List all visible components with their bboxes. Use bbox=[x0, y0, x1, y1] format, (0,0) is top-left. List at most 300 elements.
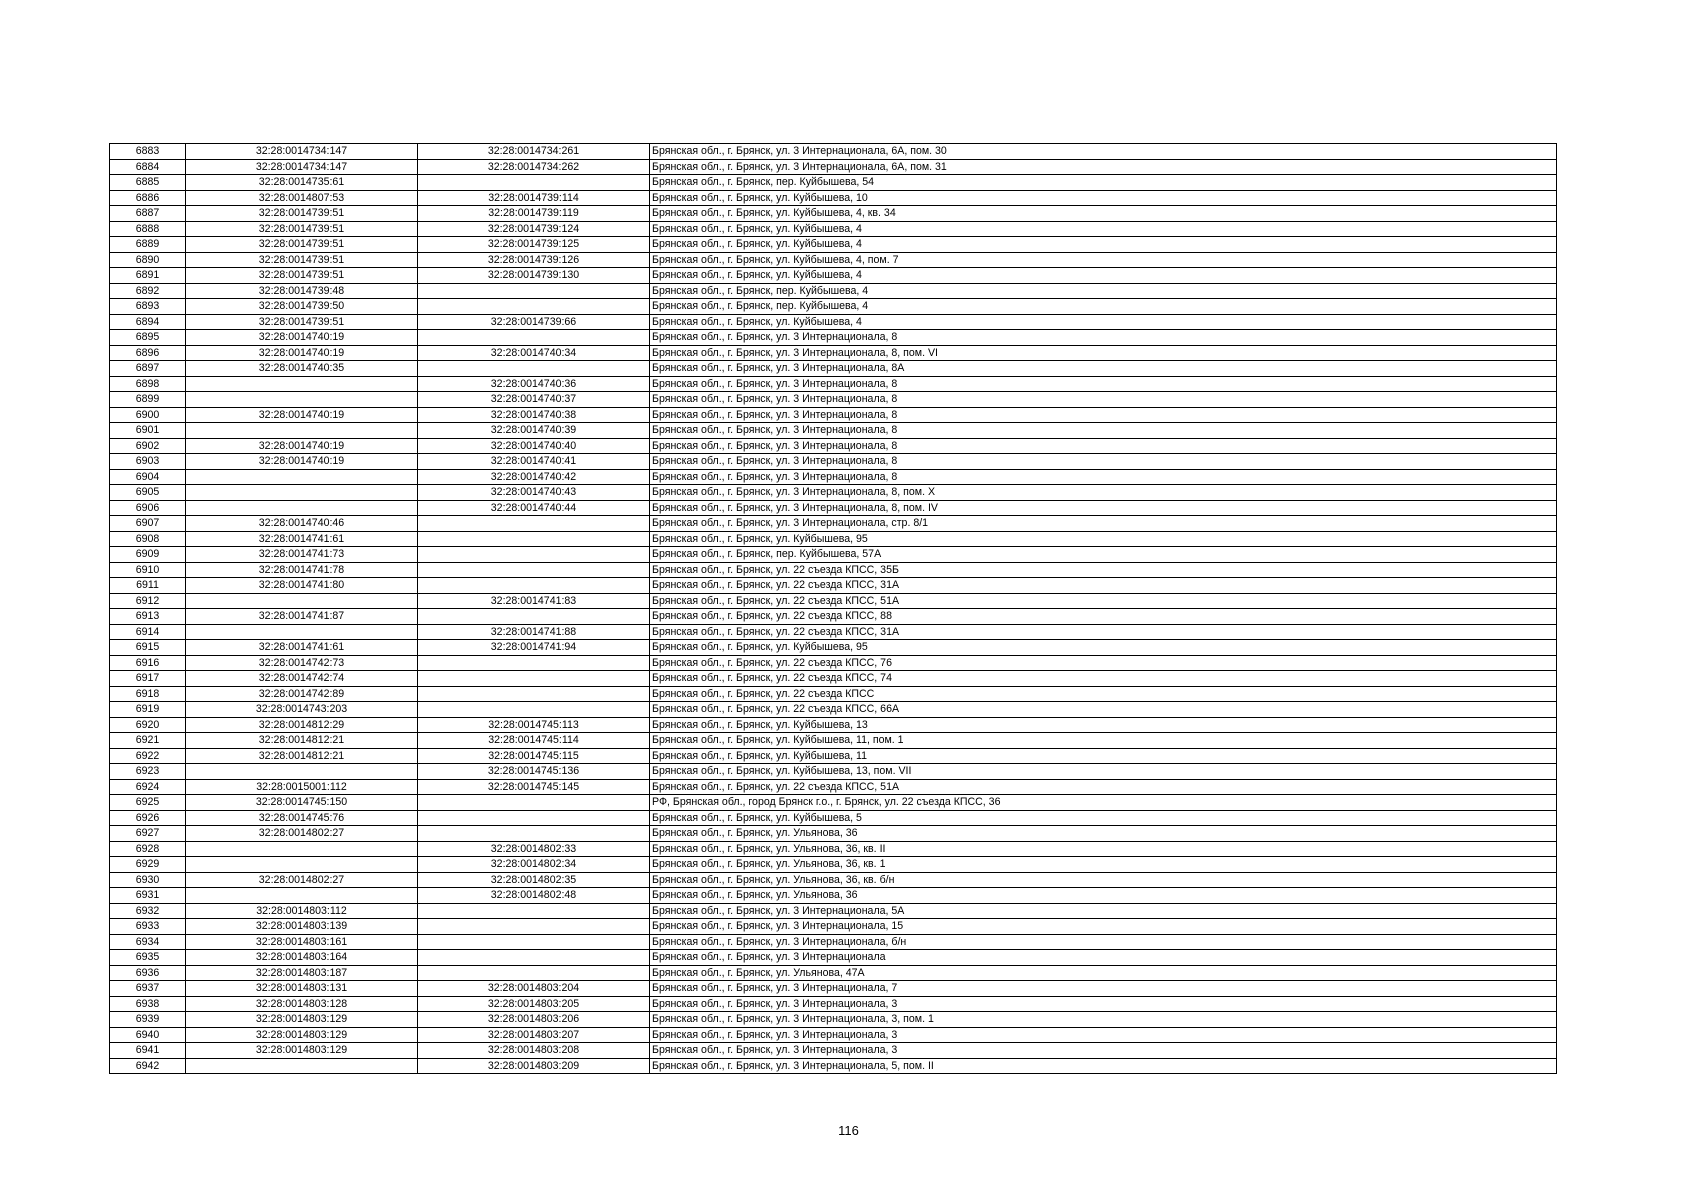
table-row bbox=[110, 547, 1557, 563]
row-number-cell: 6905 bbox=[110, 485, 186, 501]
table-row bbox=[110, 996, 1557, 1012]
address-cell: Брянская обл., г. Брянск, ул. 3 Интернационала, 3 bbox=[650, 996, 1557, 1012]
object-cadastral-number-cell: 32:28:0014803:207 bbox=[418, 1027, 650, 1043]
address-cell: Брянская обл., г. Брянск, ул. 3 Интернационала, б/н bbox=[650, 934, 1557, 950]
table-row bbox=[110, 779, 1557, 795]
object-cadastral-number-cell bbox=[418, 361, 650, 377]
cadastral-number-cell bbox=[186, 500, 418, 516]
cadastral-number-cell: 32:28:0014803:139 bbox=[186, 919, 418, 935]
table-row bbox=[110, 702, 1557, 718]
address-cell: Брянская обл., г. Брянск, ул. 3 Интернационала, 6А, пом. 31 bbox=[650, 159, 1557, 175]
cadastral-number-cell: 32:28:0014803:161 bbox=[186, 934, 418, 950]
table-row bbox=[110, 640, 1557, 656]
row-number-cell: 6899 bbox=[110, 392, 186, 408]
cadastral-number-cell bbox=[186, 857, 418, 873]
row-number-cell: 6896 bbox=[110, 345, 186, 361]
cadastral-number-cell bbox=[186, 423, 418, 439]
cadastral-number-cell: 32:28:0014741:61 bbox=[186, 640, 418, 656]
object-cadastral-number-cell: 32:28:0014739:130 bbox=[418, 268, 650, 284]
cadastral-number-cell: 32:28:0014741:78 bbox=[186, 562, 418, 578]
row-number-cell: 6915 bbox=[110, 640, 186, 656]
row-number-cell: 6935 bbox=[110, 950, 186, 966]
object-cadastral-number-cell: 32:28:0014802:34 bbox=[418, 857, 650, 873]
object-cadastral-number-cell bbox=[418, 686, 650, 702]
address-cell: Брянская обл., г. Брянск, ул. 22 съезда КПСС bbox=[650, 686, 1557, 702]
table-row bbox=[110, 175, 1557, 191]
object-cadastral-number-cell: 32:28:0014734:261 bbox=[418, 144, 650, 160]
cadastral-number-cell: 32:28:0014803:164 bbox=[186, 950, 418, 966]
object-cadastral-number-cell: 32:28:0014740:41 bbox=[418, 454, 650, 470]
cadastral-number-cell: 32:28:0014803:128 bbox=[186, 996, 418, 1012]
row-number-cell: 6939 bbox=[110, 1012, 186, 1028]
object-cadastral-number-cell bbox=[418, 175, 650, 191]
object-cadastral-number-cell: 32:28:0014739:126 bbox=[418, 252, 650, 268]
cadastral-number-cell: 32:28:0014812:21 bbox=[186, 748, 418, 764]
row-number-cell: 6930 bbox=[110, 872, 186, 888]
cadastral-number-cell: 32:28:0014741:73 bbox=[186, 547, 418, 563]
table-row bbox=[110, 392, 1557, 408]
table-row bbox=[110, 159, 1557, 175]
object-cadastral-number-cell bbox=[418, 702, 650, 718]
row-number-cell: 6889 bbox=[110, 237, 186, 253]
row-number-cell: 6933 bbox=[110, 919, 186, 935]
cadastral-number-cell: 32:28:0014812:29 bbox=[186, 717, 418, 733]
row-number-cell: 6900 bbox=[110, 407, 186, 423]
row-number-cell: 6891 bbox=[110, 268, 186, 284]
cadastral-number-cell bbox=[186, 1058, 418, 1074]
address-cell: Брянская обл., г. Брянск, пер. Куйбышева, 4 bbox=[650, 299, 1557, 315]
object-cadastral-number-cell: 32:28:0014745:136 bbox=[418, 764, 650, 780]
row-number-cell: 6887 bbox=[110, 206, 186, 222]
row-number-cell: 6926 bbox=[110, 810, 186, 826]
address-cell: Брянская обл., г. Брянск, ул. 3 Интернационала, 8, пом. X bbox=[650, 485, 1557, 501]
object-cadastral-number-cell: 32:28:0014739:119 bbox=[418, 206, 650, 222]
row-number-cell: 6941 bbox=[110, 1043, 186, 1059]
cadastral-number-cell bbox=[186, 593, 418, 609]
cadastral-number-cell: 32:28:0014742:74 bbox=[186, 671, 418, 687]
object-cadastral-number-cell bbox=[418, 795, 650, 811]
object-cadastral-number-cell: 32:28:0014734:262 bbox=[418, 159, 650, 175]
row-number-cell: 6931 bbox=[110, 888, 186, 904]
table-row bbox=[110, 268, 1557, 284]
address-cell: Брянская обл., г. Брянск, ул. 3 Интернационала, стр. 8/1 bbox=[650, 516, 1557, 532]
row-number-cell: 6884 bbox=[110, 159, 186, 175]
object-cadastral-number-cell bbox=[418, 562, 650, 578]
row-number-cell: 6907 bbox=[110, 516, 186, 532]
row-number-cell: 6911 bbox=[110, 578, 186, 594]
address-cell: Брянская обл., г. Брянск, ул. 3 Интернационала, 8 bbox=[650, 438, 1557, 454]
object-cadastral-number-cell: 32:28:0014740:42 bbox=[418, 469, 650, 485]
cadastral-number-cell: 32:28:0014739:51 bbox=[186, 314, 418, 330]
address-cell: Брянская обл., г. Брянск, пер. Куйбышева, 54 bbox=[650, 175, 1557, 191]
cadastral-number-cell: 32:28:0014742:89 bbox=[186, 686, 418, 702]
cadastral-number-cell: 32:28:0014803:129 bbox=[186, 1012, 418, 1028]
address-cell: Брянская обл., г. Брянск, ул. 3 Интернационала, 7 bbox=[650, 981, 1557, 997]
cadastral-number-cell bbox=[186, 469, 418, 485]
table-row bbox=[110, 376, 1557, 392]
object-cadastral-number-cell bbox=[418, 547, 650, 563]
object-cadastral-number-cell: 32:28:0014739:124 bbox=[418, 221, 650, 237]
row-number-cell: 6910 bbox=[110, 562, 186, 578]
address-cell: Брянская обл., г. Брянск, ул. Куйбышева, 4 bbox=[650, 314, 1557, 330]
cadastral-number-cell: 32:28:0014734:147 bbox=[186, 159, 418, 175]
table-row bbox=[110, 221, 1557, 237]
table-row bbox=[110, 1043, 1557, 1059]
row-number-cell: 6920 bbox=[110, 717, 186, 733]
cadastral-number-cell: 32:28:0014740:19 bbox=[186, 407, 418, 423]
row-number-cell: 6894 bbox=[110, 314, 186, 330]
cadastral-number-cell: 32:28:0014740:19 bbox=[186, 454, 418, 470]
cadastral-number-cell: 32:28:0014739:51 bbox=[186, 268, 418, 284]
table-row bbox=[110, 671, 1557, 687]
address-cell: Брянская обл., г. Брянск, ул. Ульянова, 36, кв. II bbox=[650, 841, 1557, 857]
cadastral-number-cell: 32:28:0014802:27 bbox=[186, 872, 418, 888]
document-sheet bbox=[109, 143, 1557, 1074]
address-cell: Брянская обл., г. Брянск, ул. Куйбышева, 13 bbox=[650, 717, 1557, 733]
object-cadastral-number-cell bbox=[418, 919, 650, 935]
table-row bbox=[110, 795, 1557, 811]
row-number-cell: 6924 bbox=[110, 779, 186, 795]
row-number-cell: 6912 bbox=[110, 593, 186, 609]
table-row bbox=[110, 237, 1557, 253]
object-cadastral-number-cell bbox=[418, 965, 650, 981]
table-row bbox=[110, 655, 1557, 671]
cadastral-number-cell: 32:28:0014740:19 bbox=[186, 330, 418, 346]
object-cadastral-number-cell: 32:28:0014741:88 bbox=[418, 624, 650, 640]
address-cell: Брянская обл., г. Брянск, ул. 3 Интернационала, 8 bbox=[650, 469, 1557, 485]
address-cell: Брянская обл., г. Брянск, пер. Куйбышева, 57А bbox=[650, 547, 1557, 563]
row-number-cell: 6922 bbox=[110, 748, 186, 764]
object-cadastral-number-cell bbox=[418, 516, 650, 532]
cadastral-number-cell: 32:28:0014803:129 bbox=[186, 1027, 418, 1043]
table-row bbox=[110, 485, 1557, 501]
row-number-cell: 6886 bbox=[110, 190, 186, 206]
table-row bbox=[110, 686, 1557, 702]
table-row bbox=[110, 144, 1557, 160]
object-cadastral-number-cell bbox=[418, 671, 650, 687]
address-cell: Брянская обл., г. Брянск, ул. 3 Интернационала, 5, пом. II bbox=[650, 1058, 1557, 1074]
row-number-cell: 6940 bbox=[110, 1027, 186, 1043]
row-number-cell: 6938 bbox=[110, 996, 186, 1012]
cadastral-number-cell: 32:28:0014745:150 bbox=[186, 795, 418, 811]
row-number-cell: 6892 bbox=[110, 283, 186, 299]
cadastral-number-cell: 32:28:0014740:35 bbox=[186, 361, 418, 377]
object-cadastral-number-cell: 32:28:0014740:34 bbox=[418, 345, 650, 361]
table-row bbox=[110, 764, 1557, 780]
object-cadastral-number-cell: 32:28:0014802:48 bbox=[418, 888, 650, 904]
object-cadastral-number-cell: 32:28:0014740:43 bbox=[418, 485, 650, 501]
object-cadastral-number-cell: 32:28:0014745:145 bbox=[418, 779, 650, 795]
row-number-cell: 6885 bbox=[110, 175, 186, 191]
cadastral-number-cell: 32:28:0014739:50 bbox=[186, 299, 418, 315]
table-row bbox=[110, 454, 1557, 470]
object-cadastral-number-cell: 32:28:0014802:33 bbox=[418, 841, 650, 857]
address-cell: Брянская обл., г. Брянск, ул. Ульянова, 47А bbox=[650, 965, 1557, 981]
table-row bbox=[110, 345, 1557, 361]
object-cadastral-number-cell bbox=[418, 655, 650, 671]
object-cadastral-number-cell: 32:28:0014740:37 bbox=[418, 392, 650, 408]
table-row bbox=[110, 717, 1557, 733]
cadastral-number-cell: 32:28:0014812:21 bbox=[186, 733, 418, 749]
address-cell: Брянская обл., г. Брянск, ул. 3 Интернационала, 8 bbox=[650, 376, 1557, 392]
cadastral-number-cell: 32:28:0014803:131 bbox=[186, 981, 418, 997]
row-number-cell: 6902 bbox=[110, 438, 186, 454]
object-cadastral-number-cell bbox=[418, 950, 650, 966]
address-cell: Брянская обл., г. Брянск, ул. 3 Интернационала, 5А bbox=[650, 903, 1557, 919]
object-cadastral-number-cell bbox=[418, 934, 650, 950]
table-row bbox=[110, 888, 1557, 904]
row-number-cell: 6928 bbox=[110, 841, 186, 857]
table-row bbox=[110, 810, 1557, 826]
address-cell: Брянская обл., г. Брянск, ул. 22 съезда КПСС, 88 bbox=[650, 609, 1557, 625]
object-cadastral-number-cell: 32:28:0014803:205 bbox=[418, 996, 650, 1012]
table-row bbox=[110, 1058, 1557, 1074]
row-number-cell: 6918 bbox=[110, 686, 186, 702]
cadastral-number-cell: 32:28:0014741:87 bbox=[186, 609, 418, 625]
table-row bbox=[110, 283, 1557, 299]
address-cell: Брянская обл., г. Брянск, ул. 3 Интернационала, 8 bbox=[650, 407, 1557, 423]
row-number-cell: 6937 bbox=[110, 981, 186, 997]
table-row bbox=[110, 919, 1557, 935]
registry-table-body bbox=[110, 144, 1557, 1074]
table-row bbox=[110, 609, 1557, 625]
row-number-cell: 6898 bbox=[110, 376, 186, 392]
cadastral-number-cell: 32:28:0014734:147 bbox=[186, 144, 418, 160]
object-cadastral-number-cell: 32:28:0014803:206 bbox=[418, 1012, 650, 1028]
page-number: 116 bbox=[838, 1123, 859, 1138]
table-row bbox=[110, 562, 1557, 578]
address-cell: Брянская обл., г. Брянск, ул. 22 съезда КПСС, 31А bbox=[650, 624, 1557, 640]
address-cell: Брянская обл., г. Брянск, ул. 3 Интернационала, 8 bbox=[650, 454, 1557, 470]
address-cell: Брянская обл., г. Брянск, ул. 3 Интернационала, 3, пом. 1 bbox=[650, 1012, 1557, 1028]
table-row bbox=[110, 872, 1557, 888]
address-cell: Брянская обл., г. Брянск, ул. Куйбышева, 4 bbox=[650, 268, 1557, 284]
object-cadastral-number-cell bbox=[418, 903, 650, 919]
cadastral-number-cell: 32:28:0014741:80 bbox=[186, 578, 418, 594]
address-cell: Брянская обл., г. Брянск, ул. 3 Интернационала, 6А, пом. 30 bbox=[650, 144, 1557, 160]
object-cadastral-number-cell: 32:28:0014803:204 bbox=[418, 981, 650, 997]
address-cell: Брянская обл., г. Брянск, ул. Куйбышева, 13, пом. VII bbox=[650, 764, 1557, 780]
cadastral-number-cell: 32:28:0014803:187 bbox=[186, 965, 418, 981]
address-cell: Брянская обл., г. Брянск, ул. 22 съезда КПСС, 66А bbox=[650, 702, 1557, 718]
table-row bbox=[110, 1012, 1557, 1028]
table-row bbox=[110, 469, 1557, 485]
cadastral-number-cell: 32:28:0014739:51 bbox=[186, 221, 418, 237]
object-cadastral-number-cell: 32:28:0014740:39 bbox=[418, 423, 650, 439]
row-number-cell: 6903 bbox=[110, 454, 186, 470]
object-cadastral-number-cell bbox=[418, 531, 650, 547]
address-cell: Брянская обл., г. Брянск, ул. 3 Интернационала bbox=[650, 950, 1557, 966]
row-number-cell: 6901 bbox=[110, 423, 186, 439]
object-cadastral-number-cell bbox=[418, 578, 650, 594]
row-number-cell: 6925 bbox=[110, 795, 186, 811]
cadastral-number-cell: 32:28:0014807:53 bbox=[186, 190, 418, 206]
address-cell: Брянская обл., г. Брянск, ул. 22 съезда КПСС, 35Б bbox=[650, 562, 1557, 578]
row-number-cell: 6908 bbox=[110, 531, 186, 547]
table-row bbox=[110, 531, 1557, 547]
row-number-cell: 6883 bbox=[110, 144, 186, 160]
cadastral-number-cell: 32:28:0014740:19 bbox=[186, 438, 418, 454]
object-cadastral-number-cell: 32:28:0014739:125 bbox=[418, 237, 650, 253]
address-cell: Брянская обл., г. Брянск, ул. Куйбышева, 4, кв. 34 bbox=[650, 206, 1557, 222]
cadastral-number-cell: 32:28:0014803:129 bbox=[186, 1043, 418, 1059]
object-cadastral-number-cell: 32:28:0014740:38 bbox=[418, 407, 650, 423]
row-number-cell: 6904 bbox=[110, 469, 186, 485]
table-row bbox=[110, 438, 1557, 454]
address-cell: Брянская обл., г. Брянск, ул. 3 Интернационала, 8 bbox=[650, 423, 1557, 439]
address-cell: Брянская обл., г. Брянск, ул. Ульянова, 36, кв. б/н bbox=[650, 872, 1557, 888]
cadastral-number-cell: 32:28:0014803:112 bbox=[186, 903, 418, 919]
cadastral-number-cell bbox=[186, 888, 418, 904]
address-cell: Брянская обл., г. Брянск, ул. Куйбышева, 10 bbox=[650, 190, 1557, 206]
table-row bbox=[110, 841, 1557, 857]
cadastral-number-cell bbox=[186, 764, 418, 780]
cadastral-number-cell: 32:28:0014745:76 bbox=[186, 810, 418, 826]
object-cadastral-number-cell bbox=[418, 826, 650, 842]
object-cadastral-number-cell bbox=[418, 609, 650, 625]
address-cell: Брянская обл., г. Брянск, пер. Куйбышева, 4 bbox=[650, 283, 1557, 299]
table-row bbox=[110, 299, 1557, 315]
object-cadastral-number-cell: 32:28:0014740:36 bbox=[418, 376, 650, 392]
row-number-cell: 6888 bbox=[110, 221, 186, 237]
table-row bbox=[110, 965, 1557, 981]
address-cell: Брянская обл., г. Брянск, ул. 22 съезда КПСС, 76 bbox=[650, 655, 1557, 671]
cadastral-number-cell: 32:28:0014743:203 bbox=[186, 702, 418, 718]
object-cadastral-number-cell bbox=[418, 299, 650, 315]
table-row bbox=[110, 593, 1557, 609]
address-cell: Брянская обл., г. Брянск, ул. Ульянова, 36 bbox=[650, 888, 1557, 904]
address-cell: Брянская обл., г. Брянск, ул. Ульянова, 36, кв. 1 bbox=[650, 857, 1557, 873]
address-cell: Брянская обл., г. Брянск, ул. 3 Интернационала, 15 bbox=[650, 919, 1557, 935]
address-cell: Брянская обл., г. Брянск, ул. 3 Интернационала, 8 bbox=[650, 392, 1557, 408]
registry-table bbox=[109, 143, 1557, 1074]
row-number-cell: 6890 bbox=[110, 252, 186, 268]
address-cell: Брянская обл., г. Брянск, ул. Куйбышева, 95 bbox=[650, 531, 1557, 547]
table-row bbox=[110, 252, 1557, 268]
cadastral-number-cell bbox=[186, 392, 418, 408]
cadastral-number-cell: 32:28:0014740:19 bbox=[186, 345, 418, 361]
address-cell: Брянская обл., г. Брянск, ул. 22 съезда КПСС, 31А bbox=[650, 578, 1557, 594]
cadastral-number-cell: 32:28:0014739:51 bbox=[186, 237, 418, 253]
address-cell: Брянская обл., г. Брянск, ул. Куйбышева, 95 bbox=[650, 640, 1557, 656]
table-row bbox=[110, 314, 1557, 330]
address-cell: Брянская обл., г. Брянск, ул. Куйбышева, 11, пом. 1 bbox=[650, 733, 1557, 749]
cadastral-number-cell: 32:28:0015001:112 bbox=[186, 779, 418, 795]
address-cell: Брянская обл., г. Брянск, ул. 3 Интернационала, 8, пом. VI bbox=[650, 345, 1557, 361]
table-row bbox=[110, 903, 1557, 919]
object-cadastral-number-cell bbox=[418, 810, 650, 826]
row-number-cell: 6909 bbox=[110, 547, 186, 563]
row-number-cell: 6916 bbox=[110, 655, 186, 671]
table-row bbox=[110, 748, 1557, 764]
table-row bbox=[110, 206, 1557, 222]
row-number-cell: 6897 bbox=[110, 361, 186, 377]
address-cell: Брянская обл., г. Брянск, ул. Куйбышева, 11 bbox=[650, 748, 1557, 764]
object-cadastral-number-cell: 32:28:0014802:35 bbox=[418, 872, 650, 888]
cadastral-number-cell: 32:28:0014735:61 bbox=[186, 175, 418, 191]
row-number-cell: 6914 bbox=[110, 624, 186, 640]
address-cell: Брянская обл., г. Брянск, ул. 22 съезда КПСС, 51А bbox=[650, 593, 1557, 609]
cadastral-number-cell bbox=[186, 624, 418, 640]
table-row bbox=[110, 423, 1557, 439]
object-cadastral-number-cell: 32:28:0014741:83 bbox=[418, 593, 650, 609]
address-cell: Брянская обл., г. Брянск, ул. Куйбышева, 4 bbox=[650, 237, 1557, 253]
row-number-cell: 6929 bbox=[110, 857, 186, 873]
table-row bbox=[110, 950, 1557, 966]
table-row bbox=[110, 857, 1557, 873]
table-row bbox=[110, 361, 1557, 377]
table-row bbox=[110, 578, 1557, 594]
table-row bbox=[110, 500, 1557, 516]
table-row bbox=[110, 330, 1557, 346]
object-cadastral-number-cell: 32:28:0014803:209 bbox=[418, 1058, 650, 1074]
object-cadastral-number-cell: 32:28:0014740:44 bbox=[418, 500, 650, 516]
row-number-cell: 6936 bbox=[110, 965, 186, 981]
table-row bbox=[110, 934, 1557, 950]
object-cadastral-number-cell: 32:28:0014741:94 bbox=[418, 640, 650, 656]
address-cell: Брянская обл., г. Брянск, ул. 3 Интернационала, 8А bbox=[650, 361, 1557, 377]
object-cadastral-number-cell bbox=[418, 283, 650, 299]
address-cell: Брянская обл., г. Брянск, ул. Куйбышева, 4 bbox=[650, 221, 1557, 237]
address-cell: Брянская обл., г. Брянск, ул. Куйбышева, 5 bbox=[650, 810, 1557, 826]
table-row bbox=[110, 826, 1557, 842]
cadastral-number-cell: 32:28:0014739:51 bbox=[186, 206, 418, 222]
cadastral-number-cell bbox=[186, 841, 418, 857]
row-number-cell: 6917 bbox=[110, 671, 186, 687]
row-number-cell: 6932 bbox=[110, 903, 186, 919]
cadastral-number-cell: 32:28:0014742:73 bbox=[186, 655, 418, 671]
cadastral-number-cell bbox=[186, 485, 418, 501]
object-cadastral-number-cell: 32:28:0014739:66 bbox=[418, 314, 650, 330]
cadastral-number-cell: 32:28:0014739:51 bbox=[186, 252, 418, 268]
row-number-cell: 6942 bbox=[110, 1058, 186, 1074]
address-cell: Брянская обл., г. Брянск, ул. 22 съезда КПСС, 51А bbox=[650, 779, 1557, 795]
table-row bbox=[110, 407, 1557, 423]
row-number-cell: 6906 bbox=[110, 500, 186, 516]
address-cell: Брянская обл., г. Брянск, ул. Куйбышева, 4, пом. 7 bbox=[650, 252, 1557, 268]
row-number-cell: 6923 bbox=[110, 764, 186, 780]
address-cell: РФ, Брянская обл., город Брянск г.о., г. Брянск, ул. 22 съезда КПСС, 36 bbox=[650, 795, 1557, 811]
object-cadastral-number-cell bbox=[418, 330, 650, 346]
row-number-cell: 6919 bbox=[110, 702, 186, 718]
table-row bbox=[110, 1027, 1557, 1043]
address-cell: Брянская обл., г. Брянск, ул. 3 Интернационала, 8 bbox=[650, 330, 1557, 346]
row-number-cell: 6927 bbox=[110, 826, 186, 842]
cadastral-number-cell: 32:28:0014802:27 bbox=[186, 826, 418, 842]
row-number-cell: 6893 bbox=[110, 299, 186, 315]
address-cell: Брянская обл., г. Брянск, ул. 22 съезда КПСС, 74 bbox=[650, 671, 1557, 687]
table-row bbox=[110, 733, 1557, 749]
table-row bbox=[110, 624, 1557, 640]
address-cell: Брянская обл., г. Брянск, ул. 3 Интернационала, 3 bbox=[650, 1027, 1557, 1043]
object-cadastral-number-cell: 32:28:0014745:114 bbox=[418, 733, 650, 749]
row-number-cell: 6921 bbox=[110, 733, 186, 749]
object-cadastral-number-cell: 32:28:0014739:114 bbox=[418, 190, 650, 206]
row-number-cell: 6934 bbox=[110, 934, 186, 950]
table-row bbox=[110, 981, 1557, 997]
address-cell: Брянская обл., г. Брянск, ул. 3 Интернационала, 3 bbox=[650, 1043, 1557, 1059]
cadastral-number-cell bbox=[186, 376, 418, 392]
table-row bbox=[110, 190, 1557, 206]
address-cell: Брянская обл., г. Брянск, ул. 3 Интернационала, 8, пом. IV bbox=[650, 500, 1557, 516]
table-row bbox=[110, 516, 1557, 532]
object-cadastral-number-cell: 32:28:0014740:40 bbox=[418, 438, 650, 454]
cadastral-number-cell: 32:28:0014741:61 bbox=[186, 531, 418, 547]
address-cell: Брянская обл., г. Брянск, ул. Ульянова, 36 bbox=[650, 826, 1557, 842]
object-cadastral-number-cell: 32:28:0014803:208 bbox=[418, 1043, 650, 1059]
row-number-cell: 6913 bbox=[110, 609, 186, 625]
object-cadastral-number-cell: 32:28:0014745:113 bbox=[418, 717, 650, 733]
